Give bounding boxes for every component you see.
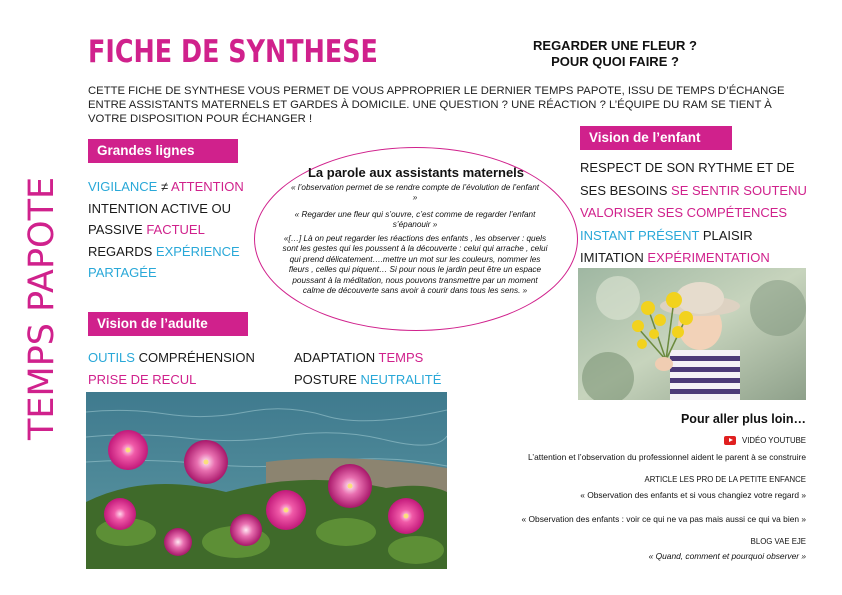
word-line <box>294 369 441 391</box>
word-regards: REGARDS <box>88 243 153 259</box>
word-line <box>88 241 248 263</box>
intro-text: CETTE FICHE DE SYNTHESE VOUS PERMET DE VOUS APPROPRIER LE DERNIER TEMPS PAPOTE, ISSU DE TEMPS D’ÉCHANGE ENTRE ASSISTANTS MATERNELS ET GARDES À DOMICILE. UNE QUESTION ? UNE RÉACTION ? L’ÉQUIPE DU RAM SE TIENT À VOTRE DISPOSITION POUR ÉCHANGER ! <box>88 85 785 125</box>
word-outils: OUTILS <box>88 350 135 365</box>
bubble-title: La parole aux assistants maternels <box>307 165 525 180</box>
word-line <box>580 247 810 270</box>
photo-pink-flowers-by-water <box>86 392 447 569</box>
word-line <box>580 180 810 203</box>
page-title: FICHE DE SYNTHESE <box>88 34 378 70</box>
word-line <box>88 198 248 220</box>
word-temps: TEMPS <box>378 350 424 365</box>
word-plaisir: PLAISIR <box>702 227 753 243</box>
word-attention: ATTENTION <box>171 179 244 194</box>
photo-child-with-flowers <box>578 268 806 400</box>
word-besoins: SES BESOINS <box>580 182 668 198</box>
vision-adulte-words-col2 <box>294 347 441 390</box>
word-respect: RESPECT DE SON RYTHME ET DE <box>580 160 795 175</box>
word-line <box>580 225 810 248</box>
bubble-quote-3: «[…] Là on peut regarder les réactions des enfants , les observer : quels sont les gestes qui les poussent à la découverte : celui qui arrache , celui qui prend délicatement….mettre un mot sur les couleurs, nommer les fleurs , celles qui piquent… Si pour nous le jardin peut être un espace poussant à la méditation, nous pouvons transmettre par un moment calme de découverte sans avoir à courir dans tous les sens. » <box>282 234 548 296</box>
bubble-quote-2: « Regarder une fleur qui s’ouvre, c’est comme de regarder l’enfant s’épanouir » <box>294 210 536 230</box>
word-neutralite: NEUTRALITÉ <box>360 371 442 387</box>
video-label: VIDÉO YOUTUBE <box>742 436 806 445</box>
section-tag-grandes-lignes: Grandes lignes <box>88 139 238 163</box>
bubble-quote-1: « l’observation permet de se rendre compte de l’évolution de l’enfant » <box>290 183 540 203</box>
question-heading <box>494 38 736 70</box>
side-title: TEMPS PAPOTE <box>22 176 62 440</box>
vision-adulte-words-col1 <box>88 347 255 390</box>
question-line-1: REGARDER UNE FLEUR ? <box>533 38 697 53</box>
word-line <box>88 176 248 198</box>
word-posture: POSTURE <box>294 371 357 387</box>
word-line <box>294 347 441 369</box>
word-line <box>88 369 255 391</box>
vision-enfant-words <box>580 157 810 270</box>
further-reading-title: Pour aller plus loin… <box>680 412 806 426</box>
word-adaptation: ADAPTATION <box>294 350 376 365</box>
word-partagee: PARTAGÉE <box>88 265 157 280</box>
word-experimentation: EXPÉRIMENTATION <box>647 250 770 265</box>
word-comprehension: COMPRÉHENSION <box>138 350 255 365</box>
word-line <box>580 157 810 180</box>
grandes-lignes-words <box>88 176 248 284</box>
article-link-1[interactable]: « Observation des enfants et si vous changiez votre regard » <box>580 490 806 500</box>
word-imitation: IMITATION <box>580 250 644 265</box>
blog-link[interactable]: « Quand, comment et pourquoi observer » <box>648 551 806 561</box>
word-intention: INTENTION ACTIVE OU <box>88 200 232 216</box>
word-vigilance: VIGILANCE <box>88 179 158 194</box>
word-passive: PASSIVE <box>88 222 143 237</box>
video-link[interactable]: L’attention et l’observation du professionnel aident le parent à se construire <box>528 452 806 462</box>
blog-label: BLOG VAE EJE <box>750 537 806 546</box>
word-line <box>580 202 810 225</box>
word-line <box>88 262 248 284</box>
article-label: ARTICLE LES PRO DE LA PETITE ENFANCE <box>644 475 806 484</box>
section-tag-vision-adulte: Vision de l’adulte <box>88 312 248 336</box>
video-row[interactable] <box>724 436 806 445</box>
word-factuel: FACTUEL <box>146 222 205 237</box>
word-recul: PRISE DE RECUL <box>88 371 197 387</box>
word-line <box>88 347 255 369</box>
word-valoriser: VALORISER SES COMPÉTENCES <box>580 205 788 220</box>
word-neq: ≠ <box>160 179 169 194</box>
youtube-icon <box>724 436 736 445</box>
word-soutenu: SE SENTIR SOUTENU <box>671 182 807 198</box>
word-experience: EXPÉRIENCE <box>155 243 240 259</box>
word-line <box>88 219 248 241</box>
article-link-2[interactable]: « Observation des enfants : voir ce qui ne va pas mais aussi ce qui va bien » <box>521 514 806 524</box>
word-instant: INSTANT PRÉSENT <box>580 227 700 243</box>
question-line-2: POUR QUOI FAIRE ? <box>551 54 679 69</box>
section-tag-vision-enfant: Vision de l’enfant <box>580 126 732 150</box>
